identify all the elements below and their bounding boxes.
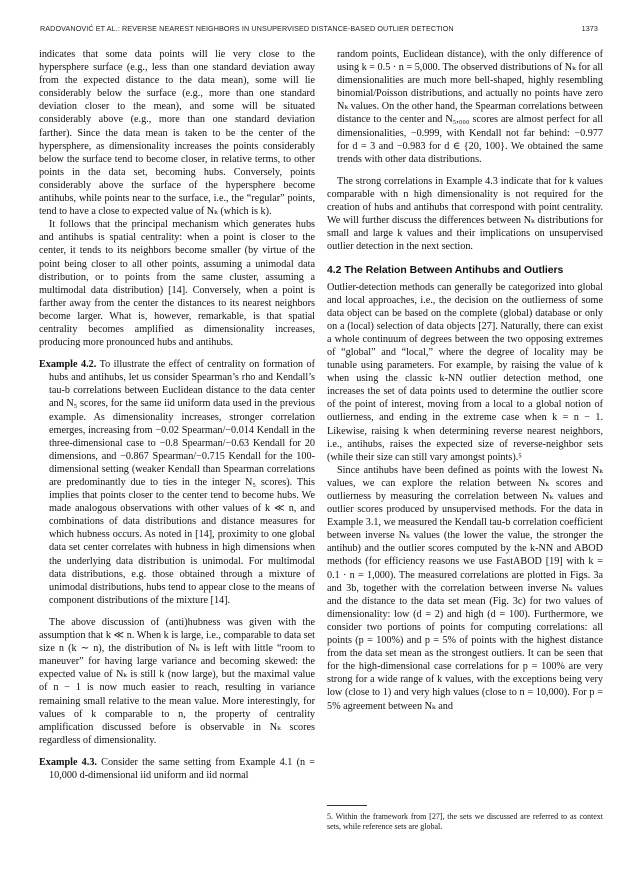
running-header xyxy=(40,24,598,38)
example-label: Example 4.2. xyxy=(39,359,97,371)
paragraph: Outlier-detection methods can generally be categorized into global and local approaches, i.e., the decision on the outlierness of some data object can be based on the complete (global) database or only on a (local) selection of data objects [27]. Naturally, there can exist a whole continuum of degrees between the two opposing extremes of “global” and “local,” where the degree of locality may be tunable using parameters. For example, by raising the value of k when using the classic k-NN outlier detection method, one increases the set of data points used to determine the outlier score of the point of interest, moving from a local to a global notion of outlierness, and ending in the extreme case when k = n − 1. Likewise, raising k when determining reverse nearest neighbors, i.e., antihubs, raises the expected size of reverse-neighbor sets (while their size can still vary amongst points).⁵ xyxy=(327,281,603,463)
footnote-divider xyxy=(327,805,367,806)
example-4-2 xyxy=(39,358,315,607)
paragraph: The strong correlations in Example 4.3 indicate that for k values comparable with n high dimensionality is not required for the creation of hubs and antihubs that correspond with point centrality. We will further discuss the differences between Nₖ distributions for small and large k values and their implications on unsupervised outlier detection in the next section. xyxy=(327,175,603,253)
page-number: 1373 xyxy=(581,24,598,33)
example-4-3 xyxy=(39,756,315,782)
running-title: RADOVANOVIĆ ET AL.: REVERSE NEAREST NEIGHBORS IN UNSUPERVISED DISTANCE-BASED OUTLIER DETECTION xyxy=(40,24,454,33)
paragraph: indicates that some data points will lie very close to the hypersphere surface (e.g., less than one standard deviation away from the expected distance to the data mean), some will lie considerably below the surface (e.g., more than one standard deviation closer to the mean), and some will be situated considerably above (e.g., more than one standard deviation farther). Since the data mean is taken to be the center of the hypersphere, as dimensionality increases the points considerably below the surface tend to become closer, in relative terms, to other points in the data set, becoming hubs. Conversely, points considerably above the surface of the hypersphere become antihubs, while points near to the surface, i.e., the “regular” points, tend to have a close to expected value of Nₖ (which is k). xyxy=(39,49,315,218)
right-column xyxy=(327,48,603,713)
section-heading: 4.2 The Relation Between Antihubs and Outliers xyxy=(327,265,564,277)
paragraph: It follows that the principal mechanism which generates hubs and antihubs is spatial centrality: when a point is closer to the center, it tends to its neighbors become smaller (by virtue of the point being closer to all other points, assuming a unimodal data distribution, or to points from the same cluster, assuming a multimodal data distribution) [14]. Conversely, when a point is farther away from the center the distances to its nearest neighbors become larger. What is, however, remarkable, is that spatial centrality becomes amplified as dimensionality increases, producing more pronounced hubs and antihubs. xyxy=(39,219,315,349)
left-column xyxy=(39,48,315,782)
example-text: Consider the same setting from Example 4.1 (n = 10,000 d-dimensional iid uniform and iid normal xyxy=(49,756,315,781)
example-text: To illustrate the effect of centrality on formation of hubs and antihubs, let us consider Spearman’s rho and Kendall’s tau-b correlations between Euclidean distance to the data center and N₅ scores, for the same iid uniform data used in the previous example. As dimensionality increases, stronger correlation emerges, increasing from −0.02 Spearman/−0.014 Kendall in the three-dimensional case to −0.8 Spearman/−0.63 Kendall for 20 dimensions, and −0.867 Spearman/−0.715 Kendall for the 100-dimensional setting (weaker Kendall than Spearman correlations are predominantly due to ties in the integer N₅ scores). This implies that points closer to the center tend to become hubs. We made analogous observations with other values of k ≪ n, and combinations of data distributions and distance measures for which hubness occurs. As noted in [14], proximity to one global data set center correlates with hubness in high dimensions when the underlying data distribution is unimodal. For multimodal data distributions, e.g. those obtained through a mixture of unimodal distributions, hubs tend to appear close to the means of component distributions of the mixture [14]. xyxy=(49,359,315,606)
paragraph: The above discussion of (anti)hubness was given with the assumption that k ≪ n. When k is large, i.e., comparable to data set size n (k ∼ n), the distribution of Nₖ is left with little “room to maneuver” for having large variance and becoming skewed: the expected value of Nₖ is still k (now large), but the maximal value of n − 1 is now much easier to reach, resulting in variance remaining small relative to the mean value. More interestingly, for values of k comparable to n, the property of centrality amplification discussed before is observable in Nₖ scores regardless of dimensionality. xyxy=(39,616,315,746)
example-label: Example 4.3. xyxy=(39,756,97,768)
paragraph: random points, Euclidean distance), with the only difference of using k = 0.5 · n = 5,000. The observed distributions of Nₖ for all dimensionalities are much more bell-shaped, highly resembling binomial/Poisson distributions, and actually no points have zero Nₖ values. On the other hand, the Spearman correlations between distance to the center and N₅,₀₀₀ scores are almost perfect for all dimensionalities, −0.999, with Kendall not far behind: −0.977 for d = 3 and −0.983 for d ∈ {20, 100}. We obtained the same trends with other data distributions. xyxy=(337,49,603,165)
footnote: 5. Within the framework from [27], the sets we discussed are referred to as context sets, while reference sets are global. xyxy=(327,812,603,831)
paragraph: Since antihubs have been defined as points with the lowest Nₖ values, we can explore the relation between Nₖ scores and outlierness by measuring the correlation between Nₖ values and outlier scores produced by unsupervised methods. For the data in Example 3.1, we measured the Kendall tau-b correlation coefficient between inverse Nₖ values (the lower the value, the stronger the antihub) and the outlier scores computed by the k-NN and ABOD methods (for efficiency reasons we use FastABOD [19] with k = 0.1 · n = 1,000). The measured correlations are plotted in Figs. 3a and 3b, together with the correlation between inverse Nₖ values and the distance to the data set mean (Fig. 3c) for two values of dimensionality: low (d = 2) and high (d = 100). Furthermore, we consider two portions of points for computing correlations: all points (p = 100%) and p = 5% of points with the highest distance from the data set mean as the strongest outliers. It can be seen that for the high-dimensional case correlations for p = 100% are very strong for a wide range of k values, with the exceptions being very low (close to 1) and very high values (close to n = 10,000). For p = 5% agreement between Nₖ and xyxy=(327,464,603,712)
